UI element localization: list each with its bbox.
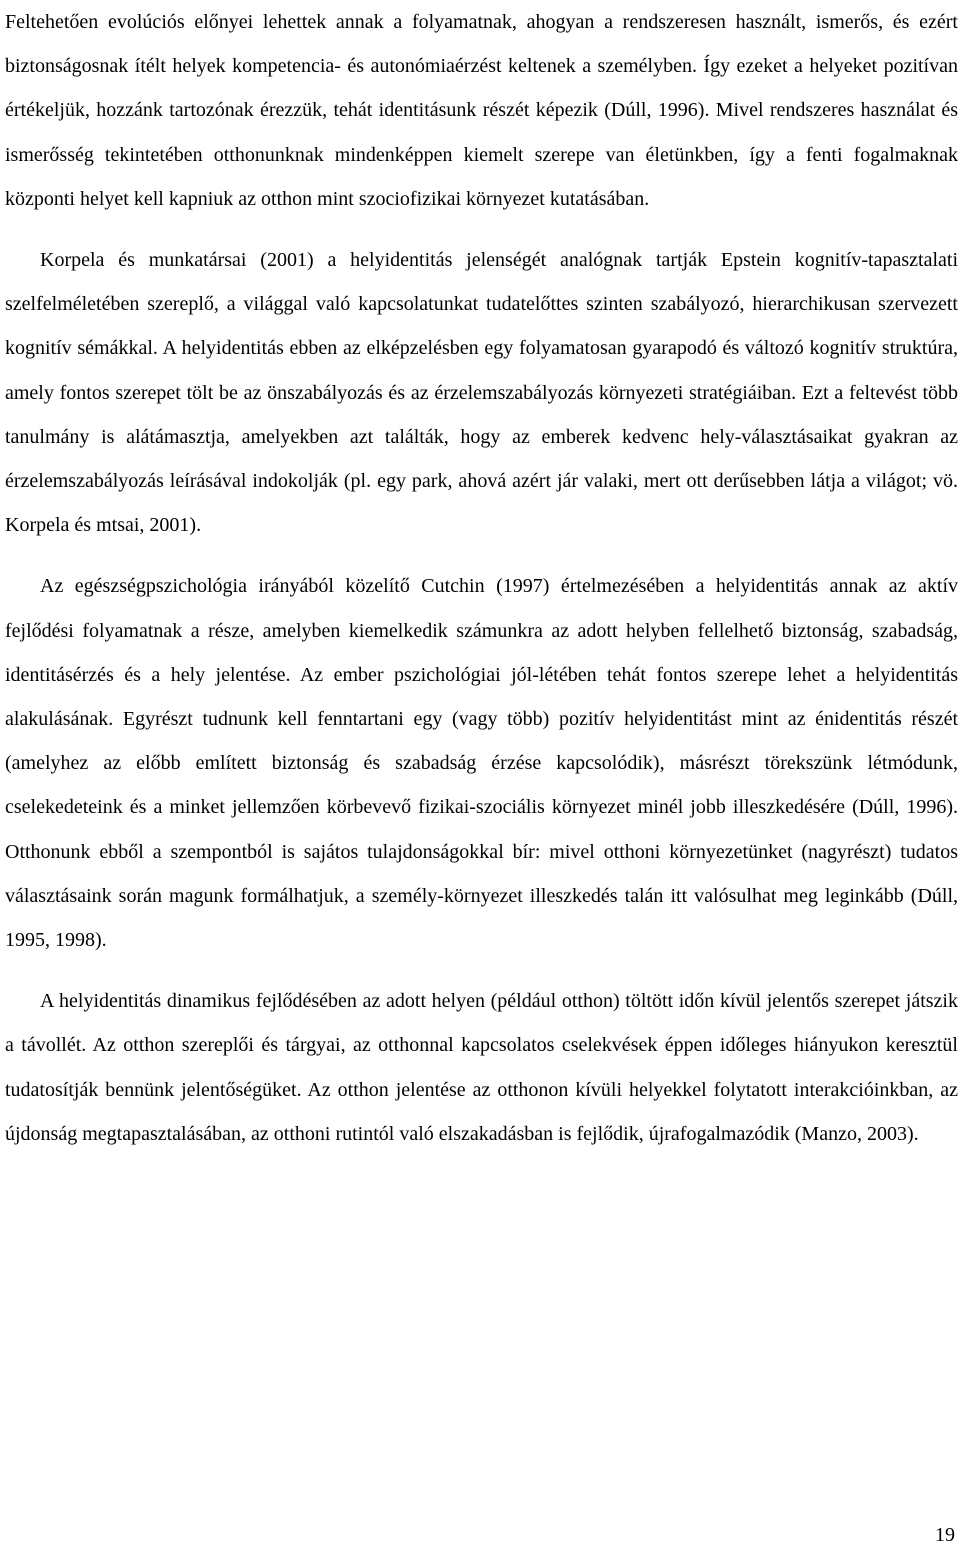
text-body <box>5 0 958 1156</box>
paragraph-2: Korpela és munkatársai (2001) a helyidentitás jelenségét analógnak tartják Epstein kognitív-tapasztalati szelfelméletében szereplő, a világgal való kapcsolatunkat tudatelőttes szinten szabályozó, hierarchikusan szervezett kognitív sémákkal. A helyidentitás ebben az elképzelésben egy folyamatosan gyarapodó és változó kognitív struktúra, amely fontos szerepet tölt be az önszabályozás és az érzelemszabályozás környezeti stratégiáiban. Ezt a feltevést több tanulmány is alátámasztja, amelyekben azt találták, hogy az emberek kedvenc hely-választásaikat gyakran az érzelemszabályozás leírásával indokolják (pl. egy park, ahová azért jár valaki, mert ott derűsebben látja a világot; vö. Korpela és mtsai, 2001). <box>5 249 958 537</box>
paragraph-4: A helyidentitás dinamikus fejlődésében az adott helyen (például otthon) töltött időn kívül jelentős szerepet játszik a távollét. Az otthon szereplői és tárgyai, az otthonnal kapcsolatos cselekvések éppen időleges hiányukon keresztül tudatosítják bennünk jelentőségüket. Az otthon jelentése az otthonon kívüli helyekkel folytatott interakcióinkban, az újdonság megtapasztalásában, az otthoni rutintól való elszakadásban is fejlődik, újrafogalmazódik (Manzo, 2003). <box>5 990 958 1145</box>
paragraph-1: Feltehetően evolúciós előnyei lehettek annak a folyamatnak, ahogyan a rendszeresen használt, ismerős, és ezért biztonságosnak ítélt helyek kompetencia- és autonómiaérzést keltenek a személyben. Így ezeket a helyeket pozitívan értékeljük, hozzánk tartozónak érezzük, tehát identitásunk részét képezik (Dúll, 1996). Mivel rendszeres használat és ismerősség tekintetében otthonunknak mindenképpen kiemelt szerepe van életünkben, így a fenti fogalmaknak központi helyet kell kapniuk az otthon mint szociofizikai környezet kutatásában. <box>5 11 958 210</box>
page-number: 19 <box>935 1524 955 1546</box>
paragraph-3: Az egészségpszichológia irányából közelítő Cutchin (1997) értelmezésében a helyidentitás annak az aktív fejlődési folyamatnak a része, amelyben kiemelkedik számunkra az adott helyben fellelhető biztonság, szabadság, identitásérzés és a hely jelentése. Az ember pszichológiai jól-létében tehát fontos szerepe lehet a helyidentitás alakulásának. Egyrészt tudnunk kell fenntartani egy (vagy több) pozitív helyidentitást mint az énidentitás részét (amelyhez az előbb említett biztonság és szabadság érzése kapcsolódik), másrészt törekszünk létmódunk, cselekedeteink és a minket jellemzően körbevevő fizikai-szociális környezet minél jobb illeszkedésére (Dúll, 1996). Otthonunk ebből a szempontból is sajátos tulajdonságokkal bír: mivel otthoni környezetünket (nagyrészt) tudatos választásaink során magunk formálhatjuk, a személy-környezet illeszkedés talán itt valósulhat meg leginkább (Dúll, 1995, 1998). <box>5 575 958 952</box>
